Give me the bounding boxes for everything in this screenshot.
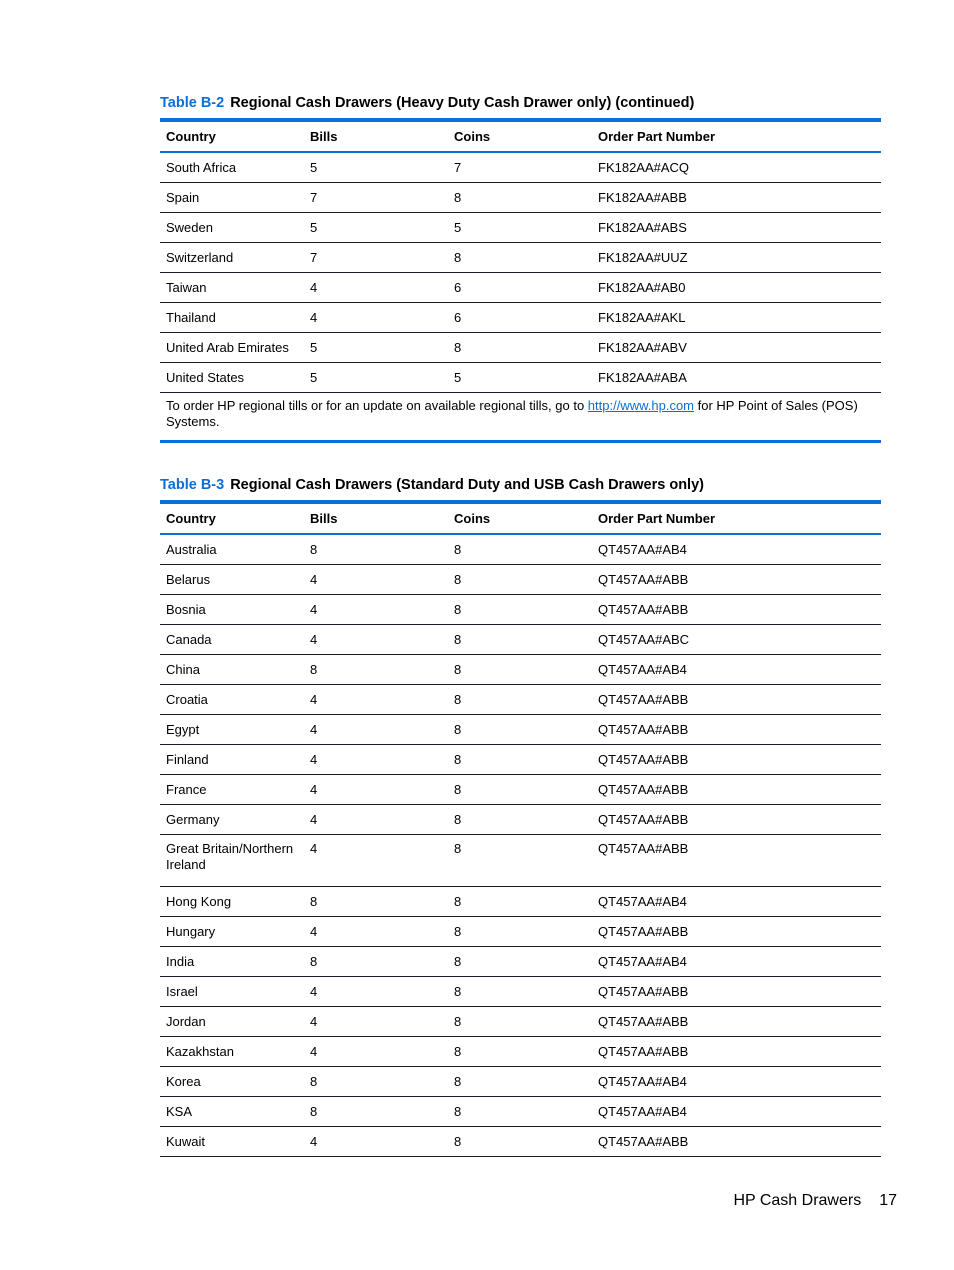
cell-country: India [166,953,195,969]
cell-country: Kazakhstan [166,1043,234,1059]
cell-coins: 5 [454,219,462,235]
cell-country: China [166,661,200,677]
column-header-order-part-number: Order Part Number [598,129,716,144]
cell-country: Spain [166,189,200,205]
table-row [160,715,881,745]
table-b3-title: Regional Cash Drawers (Standard Duty and USB Cash Drawers only) [230,477,704,493]
cell-order-part-number: FK182AA#ABB [598,189,687,205]
table-row [160,333,881,363]
column-header-coins: Coins [454,511,491,526]
table-row [160,152,881,183]
cell-coins: 8 [454,601,462,617]
cell-coins: 8 [454,541,462,557]
table-row [160,775,881,805]
cell-bills: 4 [310,841,318,856]
table-row [160,655,881,685]
cell-coins: 7 [454,159,462,175]
table-row [160,1097,881,1127]
cell-country: Kuwait [166,1133,206,1149]
cell-order-part-number: QT457AA#ABB [598,1013,689,1029]
cell-bills: 8 [310,1103,318,1119]
table-b2-body [160,152,881,442]
cell-order-part-number: QT457AA#ABB [598,983,689,999]
cell-coins: 8 [454,189,462,205]
table-row [160,977,881,1007]
cell-order-part-number: QT457AA#ABB [598,601,689,617]
cell-order-part-number: FK182AA#UUZ [598,249,688,265]
table-row [160,917,881,947]
table-row [160,595,881,625]
cell-country: Jordan [166,1013,206,1029]
cell-country: Sweden [166,219,213,235]
cell-order-part-number: QT457AA#ABB [598,751,689,767]
table-row [160,685,881,715]
cell-coins: 8 [454,1043,462,1059]
cell-bills: 5 [310,219,318,235]
table-b3-number: Table B-3 [160,477,225,493]
cell-coins: 8 [454,893,462,909]
cell-country: Croatia [166,691,208,707]
cell-bills: 5 [310,369,318,385]
cell-order-part-number: FK182AA#ABA [598,369,687,385]
footer-section-title: HP Cash Drawers [733,1192,862,1209]
cell-bills: 4 [310,751,318,767]
cell-country: Canada [166,631,212,647]
cell-order-part-number: QT457AA#AB4 [598,893,687,909]
cell-bills: 8 [310,893,318,909]
table-row [160,363,881,393]
table-b3-body [160,534,881,1157]
cell-country: Australia [166,541,217,557]
cell-bills: 4 [310,279,318,295]
cell-coins: 8 [454,1103,462,1119]
cell-order-part-number: QT457AA#ABC [598,631,690,647]
table-row [160,805,881,835]
table-b2-title: Regional Cash Drawers (Heavy Duty Cash Drawer only) (continued) [230,95,695,111]
cell-order-part-number: QT457AA#AB4 [598,953,687,969]
cell-bills: 5 [310,339,318,355]
note-text-before: To order HP regional tills or for an update on available regional tills, go to [166,398,588,413]
cell-coins: 8 [454,983,462,999]
cell-bills: 4 [310,983,318,999]
cell-bills: 7 [310,249,318,265]
cell-bills: 7 [310,189,318,205]
table-row [160,243,881,273]
cell-country: United Arab Emirates [166,339,289,355]
cell-bills: 4 [310,571,318,587]
cell-coins: 8 [454,691,462,707]
cell-country: Switzerland [166,249,234,265]
cell-order-part-number: QT457AA#ABB [598,811,689,827]
cell-order-part-number: QT457AA#AB4 [598,541,687,557]
cell-coins: 8 [454,571,462,587]
table-row [160,213,881,243]
table-b3 [160,500,881,1157]
cell-country: Germany [166,811,220,827]
cell-bills: 4 [310,811,318,827]
cell-bills: 4 [310,631,318,647]
table-row [160,1037,881,1067]
cell-coins: 5 [454,369,462,385]
cell-order-part-number: QT457AA#ABB [598,1043,689,1059]
cell-bills: 4 [310,1043,318,1059]
table-row [160,1127,881,1157]
table-row [160,183,881,213]
cell-order-part-number: QT457AA#ABB [598,841,689,856]
cell-country: Bosnia [166,601,206,617]
cell-bills: 8 [310,953,318,969]
table-row [160,534,881,565]
table-b2-caption [160,94,881,112]
cell-country: Hong Kong [166,893,232,909]
column-header-country: Country [166,511,216,526]
hp-website-link[interactable]: http://www.hp.com [587,398,695,413]
table-b2-block [160,94,881,443]
cell-coins: 8 [454,661,462,677]
cell-bills: 8 [310,541,318,557]
cell-bills: 4 [310,1133,318,1149]
cell-coins: 6 [454,279,462,295]
column-header-coins: Coins [454,129,491,144]
cell-country: KSA [166,1103,193,1119]
cell-order-part-number: FK182AA#AKL [598,309,686,325]
page-footer [733,1192,897,1210]
cell-bills: 8 [310,661,318,677]
cell-coins: 8 [454,339,462,355]
table-row [160,625,881,655]
table-b2-number: Table B-2 [160,95,225,111]
cell-country: Finland [166,751,209,767]
cell-order-part-number: FK182AA#ACQ [598,159,690,175]
cell-coins: 8 [454,923,462,939]
cell-bills: 8 [310,1073,318,1089]
table-b2 [160,118,881,443]
cell-coins: 8 [454,249,462,265]
cell-bills: 4 [310,309,318,325]
cell-country: Egypt [166,721,200,737]
cell-country: Great Britain/Northern Ireland [166,841,294,872]
table-note [160,393,881,442]
cell-country: Korea [166,1073,201,1089]
table-b3-block [160,476,881,1157]
table-row [160,1007,881,1037]
cell-bills: 5 [310,159,318,175]
table-header-row [160,120,881,152]
table-row [160,1067,881,1097]
column-header-bills: Bills [310,511,338,526]
cell-bills: 4 [310,923,318,939]
table-row [160,947,881,977]
cell-country: South Africa [166,159,237,175]
cell-order-part-number: QT457AA#ABB [598,1133,689,1149]
cell-order-part-number: QT457AA#AB4 [598,1103,687,1119]
cell-country: Thailand [166,309,216,325]
cell-order-part-number: QT457AA#ABB [598,571,689,587]
table-row [160,565,881,595]
cell-order-part-number: QT457AA#ABB [598,691,689,707]
cell-country: Belarus [166,571,211,587]
cell-bills: 4 [310,721,318,737]
cell-coins: 8 [454,841,462,856]
cell-coins: 8 [454,1073,462,1089]
cell-bills: 4 [310,601,318,617]
cell-coins: 8 [454,811,462,827]
cell-country: Taiwan [166,279,207,295]
cell-coins: 8 [454,721,462,737]
column-header-country: Country [166,129,216,144]
table-row [160,745,881,775]
table-b3-caption [160,476,881,494]
page-number: 17 [879,1192,897,1209]
table-row [160,835,881,887]
cell-order-part-number: FK182AA#ABS [598,219,687,235]
cell-order-part-number: QT457AA#AB4 [598,661,687,677]
cell-order-part-number: QT457AA#ABB [598,781,689,797]
cell-country: Israel [166,983,198,999]
cell-order-part-number: QT457AA#ABB [598,721,689,737]
table-row [160,273,881,303]
cell-coins: 8 [454,953,462,969]
column-header-order-part-number: Order Part Number [598,511,716,526]
cell-bills: 4 [310,691,318,707]
table-note-row [160,393,881,442]
cell-bills: 4 [310,781,318,797]
cell-coins: 8 [454,751,462,767]
cell-order-part-number: QT457AA#ABB [598,923,689,939]
cell-coins: 6 [454,309,462,325]
cell-order-part-number: FK182AA#AB0 [598,279,686,295]
table-row [160,887,881,917]
cell-coins: 8 [454,1133,462,1149]
cell-coins: 8 [454,1013,462,1029]
table-row [160,303,881,333]
cell-coins: 8 [454,631,462,647]
cell-order-part-number: FK182AA#ABV [598,339,687,355]
note-text-after: for HP Point of Sales (POS) Systems. [166,398,858,429]
cell-coins: 8 [454,781,462,797]
column-header-bills: Bills [310,129,338,144]
cell-country: Hungary [166,923,216,939]
cell-order-part-number: QT457AA#AB4 [598,1073,687,1089]
cell-country: France [166,781,207,797]
table-header-row [160,502,881,534]
cell-bills: 4 [310,1013,318,1029]
cell-country: United States [166,369,245,385]
